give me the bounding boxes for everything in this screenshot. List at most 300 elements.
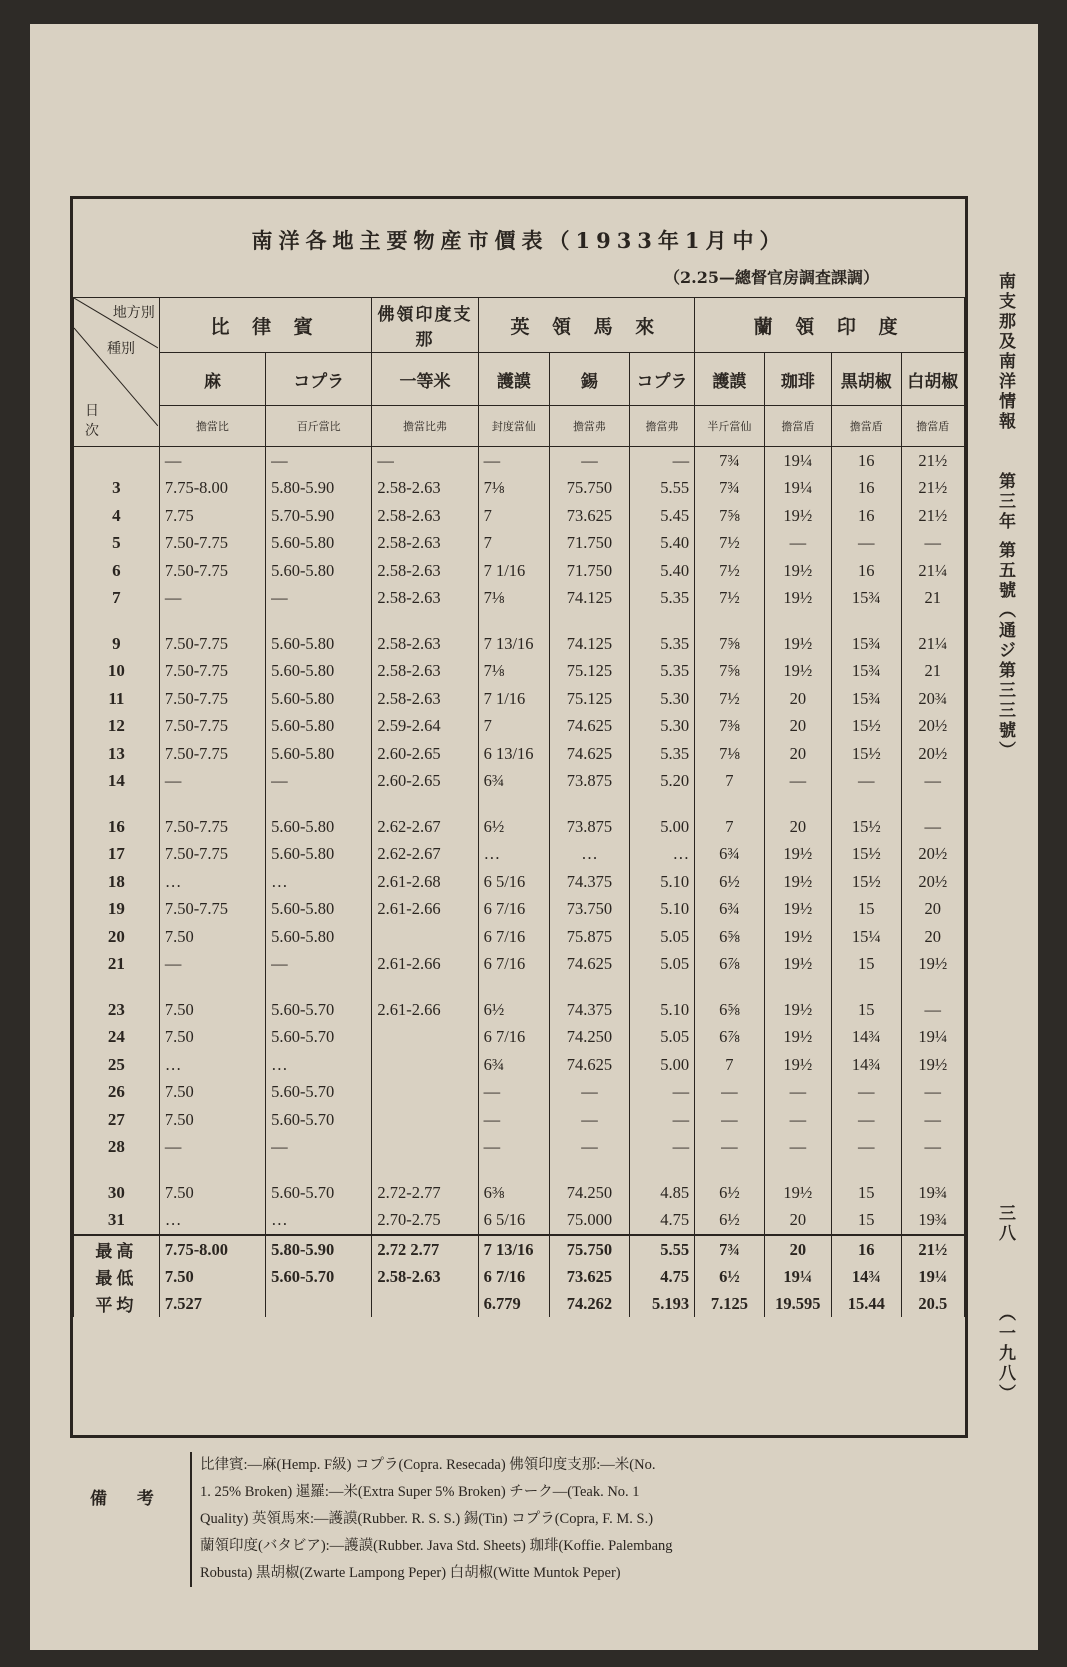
day-cell: 6 bbox=[74, 557, 160, 585]
price-cell: 19½ bbox=[764, 658, 831, 686]
price-cell: 2.58-2.63 bbox=[372, 630, 478, 658]
price-cell: 7.50 bbox=[159, 923, 265, 951]
note-line: Robusta) 黒胡椒(Zwarte Lampong Peper) 白胡椒(Witte Muntok Peper) bbox=[200, 1565, 621, 1581]
price-cell bbox=[372, 1051, 478, 1079]
price-cell: 2.58-2.63 bbox=[372, 502, 478, 530]
price-cell: 19½ bbox=[764, 630, 831, 658]
price-cell bbox=[478, 1161, 550, 1179]
table-row bbox=[74, 996, 965, 1024]
price-cell: 15½ bbox=[832, 841, 901, 869]
price-cell: 7.50-7.75 bbox=[159, 685, 265, 713]
price-cell: — bbox=[266, 1134, 372, 1162]
table-row bbox=[74, 1106, 965, 1134]
price-cell: … bbox=[550, 841, 630, 869]
price-cell: — bbox=[159, 1134, 265, 1162]
table-row bbox=[74, 475, 965, 503]
unit-header: 擔當弗 bbox=[629, 406, 694, 447]
price-cell: 15 bbox=[832, 896, 901, 924]
price-cell bbox=[629, 1161, 694, 1179]
price-cell: — bbox=[478, 447, 550, 475]
price-cell: 19½ bbox=[764, 1179, 831, 1207]
price-cell: 15¾ bbox=[832, 585, 901, 613]
price-cell: — bbox=[695, 1134, 764, 1162]
price-cell bbox=[266, 612, 372, 630]
table-row bbox=[74, 923, 965, 951]
price-cell: — bbox=[764, 1106, 831, 1134]
day-cell: 4 bbox=[74, 502, 160, 530]
price-cell: 7¾ bbox=[695, 475, 764, 503]
price-cell bbox=[372, 1290, 478, 1317]
price-cell: 7.50-7.75 bbox=[159, 630, 265, 658]
price-cell: 2.58-2.63 bbox=[372, 658, 478, 686]
table-row bbox=[74, 1179, 965, 1207]
table-row bbox=[74, 896, 965, 924]
summary-label: 最低 bbox=[74, 1263, 160, 1290]
table-row bbox=[74, 585, 965, 613]
summary-label: 平均 bbox=[74, 1290, 160, 1317]
price-cell bbox=[266, 795, 372, 813]
price-cell: — bbox=[832, 1079, 901, 1107]
price-cell: 5.60-5.70 bbox=[266, 1263, 372, 1290]
price-cell: 75.750 bbox=[550, 475, 630, 503]
price-cell: — bbox=[901, 996, 964, 1024]
note-line: Quality) 英領馬來:—護謨(Rubber. R. S. S.) 錫(Tin) コプラ(Copra, F. M. S.) bbox=[200, 1511, 654, 1527]
table-row bbox=[74, 557, 965, 585]
price-cell: — bbox=[764, 768, 831, 796]
price-cell: 5.35 bbox=[629, 630, 694, 658]
price-cell: 73.750 bbox=[550, 896, 630, 924]
table-row bbox=[74, 1134, 965, 1162]
price-cell bbox=[764, 978, 831, 996]
day-cell: 24 bbox=[74, 1024, 160, 1052]
price-cell: 15¾ bbox=[832, 658, 901, 686]
price-cell bbox=[832, 978, 901, 996]
price-cell: 6⅝ bbox=[695, 996, 764, 1024]
price-cell: 15 bbox=[832, 1207, 901, 1236]
price-cell: 73.625 bbox=[550, 502, 630, 530]
price-cell bbox=[764, 1161, 831, 1179]
commodity-header: 珈琲 bbox=[764, 353, 831, 406]
price-cell: 4.75 bbox=[629, 1263, 694, 1290]
price-cell: 19½ bbox=[764, 996, 831, 1024]
price-cell: 19½ bbox=[764, 1051, 831, 1079]
price-cell bbox=[901, 978, 964, 996]
price-table-frame bbox=[70, 196, 968, 1438]
price-cell: 2.72 2.77 bbox=[372, 1235, 478, 1263]
price-cell: 7½ bbox=[695, 530, 764, 558]
price-cell: 6¾ bbox=[695, 841, 764, 869]
price-cell: 7 bbox=[478, 530, 550, 558]
price-cell: — bbox=[832, 1106, 901, 1134]
price-cell bbox=[901, 1161, 964, 1179]
commodity-header: 一等米 bbox=[372, 353, 478, 406]
table-row bbox=[74, 768, 965, 796]
price-cell bbox=[372, 1024, 478, 1052]
price-cell: 2.59-2.64 bbox=[372, 713, 478, 741]
price-cell: 7 13/16 bbox=[478, 630, 550, 658]
price-cell: 7⅛ bbox=[695, 740, 764, 768]
day-cell: 10 bbox=[74, 658, 160, 686]
day-cell: 30 bbox=[74, 1179, 160, 1207]
journal-title: 南支那及南洋情報 bbox=[995, 272, 1015, 432]
price-cell: — bbox=[478, 1079, 550, 1107]
price-cell: 5.60-5.70 bbox=[266, 1106, 372, 1134]
price-cell: 2.61-2.66 bbox=[372, 951, 478, 979]
price-cell bbox=[478, 612, 550, 630]
price-cell: — bbox=[266, 951, 372, 979]
price-cell: 5.05 bbox=[629, 951, 694, 979]
price-cell bbox=[550, 795, 630, 813]
notes-lines bbox=[190, 1452, 1000, 1587]
price-table bbox=[73, 297, 965, 1317]
price-cell: — bbox=[478, 1134, 550, 1162]
price-cell: 7⅜ bbox=[695, 713, 764, 741]
price-cell: 7.50 bbox=[159, 1079, 265, 1107]
price-cell: 74.375 bbox=[550, 868, 630, 896]
price-cell bbox=[372, 978, 478, 996]
price-cell: 7.50 bbox=[159, 1024, 265, 1052]
price-cell: 7.527 bbox=[159, 1290, 265, 1317]
price-cell: 5.30 bbox=[629, 685, 694, 713]
day-cell: 5 bbox=[74, 530, 160, 558]
table-row bbox=[74, 841, 965, 869]
price-cell: 6 5/16 bbox=[478, 1207, 550, 1236]
price-cell: 7⅛ bbox=[478, 585, 550, 613]
price-cell: 7 13/16 bbox=[478, 1235, 550, 1263]
day-cell: 28 bbox=[74, 1134, 160, 1162]
price-cell: 19½ bbox=[901, 951, 964, 979]
price-cell: 6.779 bbox=[478, 1290, 550, 1317]
price-cell: … bbox=[266, 868, 372, 896]
price-cell: 7 bbox=[695, 768, 764, 796]
price-cell: 19¼ bbox=[764, 475, 831, 503]
price-cell: 5.40 bbox=[629, 530, 694, 558]
price-cell: 74.625 bbox=[550, 713, 630, 741]
day-cell: 20 bbox=[74, 923, 160, 951]
price-cell: 15¾ bbox=[832, 685, 901, 713]
price-cell: 7.50-7.75 bbox=[159, 530, 265, 558]
price-rows bbox=[74, 447, 965, 1236]
price-cell: 7.50 bbox=[159, 996, 265, 1024]
price-cell: … bbox=[478, 841, 550, 869]
table-row bbox=[74, 1024, 965, 1052]
price-cell: 19½ bbox=[764, 923, 831, 951]
table-row bbox=[74, 740, 965, 768]
price-cell: 20½ bbox=[901, 868, 964, 896]
price-cell: 21 bbox=[901, 658, 964, 686]
price-cell bbox=[832, 795, 901, 813]
price-cell: 7½ bbox=[695, 557, 764, 585]
day-cell: 17 bbox=[74, 841, 160, 869]
price-cell: 20 bbox=[764, 1235, 831, 1263]
price-cell: 2.58-2.63 bbox=[372, 475, 478, 503]
day-cell: 11 bbox=[74, 685, 160, 713]
table-row bbox=[74, 1079, 965, 1107]
price-cell: 20.5 bbox=[901, 1290, 964, 1317]
corner-region-label: 地方別 bbox=[112, 305, 155, 321]
price-cell: — bbox=[629, 447, 694, 475]
price-cell: 5.60-5.80 bbox=[266, 923, 372, 951]
price-cell bbox=[901, 795, 964, 813]
price-cell: 19¼ bbox=[764, 447, 831, 475]
table-row bbox=[74, 1207, 965, 1236]
price-cell bbox=[764, 795, 831, 813]
price-cell: 15 bbox=[832, 1179, 901, 1207]
price-cell: 5.00 bbox=[629, 1051, 694, 1079]
price-cell: — bbox=[550, 1106, 630, 1134]
price-cell: 2.60-2.65 bbox=[372, 768, 478, 796]
unit-header: 封度當仙 bbox=[478, 406, 550, 447]
price-cell: 5.45 bbox=[629, 502, 694, 530]
price-cell bbox=[764, 612, 831, 630]
price-cell: 6½ bbox=[478, 813, 550, 841]
note-line: 比律賓:—麻(Hemp. F級) コプラ(Copra. Resecada) 佛領印度支那:—米(No. bbox=[200, 1457, 656, 1473]
price-cell: 21¼ bbox=[901, 630, 964, 658]
note-line: 蘭領印度(バタビア):—護謨(Rubber. Java Std. Sheets) 珈琲(Koffie. Palembang bbox=[200, 1538, 673, 1554]
day-cell bbox=[74, 612, 160, 630]
price-cell: 71.750 bbox=[550, 557, 630, 585]
price-cell: — bbox=[901, 813, 964, 841]
price-cell: — bbox=[695, 1079, 764, 1107]
summary-label: 最高 bbox=[74, 1235, 160, 1263]
price-cell: 19½ bbox=[764, 868, 831, 896]
price-cell: 15 bbox=[832, 951, 901, 979]
price-cell: 20½ bbox=[901, 841, 964, 869]
price-cell: 21 bbox=[901, 585, 964, 613]
issue-label: 第三年 第五號（通ジ第三三號） bbox=[995, 472, 1015, 761]
price-cell: 7 bbox=[478, 713, 550, 741]
price-cell: 20 bbox=[764, 713, 831, 741]
price-cell: 6 7/16 bbox=[478, 923, 550, 951]
price-cell: 4.85 bbox=[629, 1179, 694, 1207]
price-cell: 7.75 bbox=[159, 502, 265, 530]
price-cell: 7.75-8.00 bbox=[159, 475, 265, 503]
price-cell: 6 7/16 bbox=[478, 1024, 550, 1052]
price-cell: — bbox=[901, 768, 964, 796]
price-cell: 7⅛ bbox=[478, 658, 550, 686]
price-cell: 20¾ bbox=[901, 685, 964, 713]
day-cell: 14 bbox=[74, 768, 160, 796]
price-cell: 5.35 bbox=[629, 658, 694, 686]
price-cell: 2.61-2.68 bbox=[372, 868, 478, 896]
price-cell: 5.60-5.80 bbox=[266, 740, 372, 768]
price-cell: 20 bbox=[764, 813, 831, 841]
day-cell: 26 bbox=[74, 1079, 160, 1107]
price-cell: — bbox=[159, 447, 265, 475]
price-cell: — bbox=[901, 530, 964, 558]
price-cell: 74.625 bbox=[550, 740, 630, 768]
price-cell bbox=[695, 612, 764, 630]
price-cell bbox=[550, 1161, 630, 1179]
summary-row bbox=[74, 1290, 965, 1317]
price-cell: 21½ bbox=[901, 1235, 964, 1263]
day-cell: 13 bbox=[74, 740, 160, 768]
page-number: 三八 bbox=[995, 1204, 1015, 1244]
price-cell: 19¼ bbox=[764, 1263, 831, 1290]
price-cell: 16 bbox=[832, 447, 901, 475]
price-cell: 7.50-7.75 bbox=[159, 896, 265, 924]
price-cell: … bbox=[629, 841, 694, 869]
day-cell bbox=[74, 447, 160, 475]
price-cell: 6½ bbox=[695, 1263, 764, 1290]
corner-date-label: 日次 bbox=[85, 403, 99, 439]
price-cell: 16 bbox=[832, 502, 901, 530]
unit-header: 擔當弗 bbox=[550, 406, 630, 447]
price-cell bbox=[629, 612, 694, 630]
price-cell: 7.50-7.75 bbox=[159, 813, 265, 841]
price-cell: — bbox=[372, 447, 478, 475]
price-cell: 2.58-2.63 bbox=[372, 685, 478, 713]
commodity-header: 護謨 bbox=[695, 353, 764, 406]
price-cell: — bbox=[550, 1079, 630, 1107]
price-cell: 5.35 bbox=[629, 740, 694, 768]
commodity-header: 麻 bbox=[159, 353, 265, 406]
price-cell: 7⅛ bbox=[478, 475, 550, 503]
price-cell: 15½ bbox=[832, 868, 901, 896]
price-cell: 6¾ bbox=[695, 896, 764, 924]
table-row bbox=[74, 868, 965, 896]
price-cell bbox=[695, 1161, 764, 1179]
unit-header: 半斤當仙 bbox=[695, 406, 764, 447]
price-cell: 19¾ bbox=[901, 1207, 964, 1236]
price-cell: 2.70-2.75 bbox=[372, 1207, 478, 1236]
region-dutch-indies: 蘭 領 印 度 bbox=[695, 298, 965, 353]
price-cell: 6⅞ bbox=[695, 951, 764, 979]
price-cell: 74.250 bbox=[550, 1024, 630, 1052]
price-cell: … bbox=[266, 1207, 372, 1236]
price-cell: 14¾ bbox=[832, 1263, 901, 1290]
price-cell: 75.125 bbox=[550, 685, 630, 713]
price-cell: 7½ bbox=[695, 585, 764, 613]
price-cell: 74.625 bbox=[550, 1051, 630, 1079]
commodity-header: 錫 bbox=[550, 353, 630, 406]
price-cell: — bbox=[832, 768, 901, 796]
price-cell: 6½ bbox=[695, 1179, 764, 1207]
price-cell: 5.10 bbox=[629, 868, 694, 896]
price-cell: 74.625 bbox=[550, 951, 630, 979]
price-cell: 21½ bbox=[901, 475, 964, 503]
price-cell: 2.58-2.63 bbox=[372, 530, 478, 558]
price-cell: 6 13/16 bbox=[478, 740, 550, 768]
summary-rows bbox=[74, 1235, 965, 1317]
price-cell: … bbox=[266, 1051, 372, 1079]
price-cell: 7 1/16 bbox=[478, 557, 550, 585]
price-cell: 2.62-2.67 bbox=[372, 813, 478, 841]
price-cell: — bbox=[901, 1106, 964, 1134]
table-row bbox=[74, 530, 965, 558]
price-cell: 2.62-2.67 bbox=[372, 841, 478, 869]
table-row bbox=[74, 630, 965, 658]
price-cell: 5.55 bbox=[629, 475, 694, 503]
table-row bbox=[74, 813, 965, 841]
price-cell: — bbox=[159, 768, 265, 796]
price-cell: 7 bbox=[695, 813, 764, 841]
price-cell: 75.125 bbox=[550, 658, 630, 686]
table-title: 南洋各地主要物産市價表（1933年1月中） bbox=[251, 228, 787, 253]
price-cell: 2.72-2.77 bbox=[372, 1179, 478, 1207]
price-cell bbox=[266, 1290, 372, 1317]
price-cell: 19½ bbox=[901, 1051, 964, 1079]
price-cell: 5.60-5.80 bbox=[266, 896, 372, 924]
price-cell: 6 7/16 bbox=[478, 896, 550, 924]
commodity-header: 黒胡椒 bbox=[832, 353, 901, 406]
price-cell: — bbox=[629, 1106, 694, 1134]
price-cell: 15 bbox=[832, 996, 901, 1024]
price-cell: 19¼ bbox=[901, 1024, 964, 1052]
summary-row bbox=[74, 1235, 965, 1263]
price-cell: 7½ bbox=[695, 685, 764, 713]
price-cell: 7.125 bbox=[695, 1290, 764, 1317]
price-cell: 20 bbox=[764, 685, 831, 713]
price-cell: — bbox=[832, 530, 901, 558]
commodity-header: 護謨 bbox=[478, 353, 550, 406]
price-cell: 5.05 bbox=[629, 923, 694, 951]
price-cell bbox=[629, 795, 694, 813]
price-cell: 74.375 bbox=[550, 996, 630, 1024]
table-row bbox=[74, 612, 965, 630]
price-cell: 6½ bbox=[695, 868, 764, 896]
price-cell: 5.60-5.80 bbox=[266, 557, 372, 585]
price-cell bbox=[372, 795, 478, 813]
price-cell: — bbox=[901, 1134, 964, 1162]
price-cell: 6⅝ bbox=[695, 923, 764, 951]
price-cell: 19.595 bbox=[764, 1290, 831, 1317]
price-cell: 19½ bbox=[764, 585, 831, 613]
day-cell bbox=[74, 1161, 160, 1179]
price-cell: — bbox=[695, 1106, 764, 1134]
unit-header: 擔當比 bbox=[159, 406, 265, 447]
price-cell bbox=[159, 1161, 265, 1179]
price-cell: 7.50 bbox=[159, 1263, 265, 1290]
region-indochina: 佛領印度支那 bbox=[372, 298, 478, 353]
price-cell: 74.250 bbox=[550, 1179, 630, 1207]
price-cell: 7.50-7.75 bbox=[159, 658, 265, 686]
price-cell: — bbox=[266, 768, 372, 796]
price-cell: 5.70-5.90 bbox=[266, 502, 372, 530]
price-cell: 19¼ bbox=[901, 1263, 964, 1290]
corner-header bbox=[74, 298, 160, 447]
price-cell: … bbox=[159, 868, 265, 896]
price-cell bbox=[159, 978, 265, 996]
day-cell: 18 bbox=[74, 868, 160, 896]
price-cell: 15½ bbox=[832, 813, 901, 841]
price-cell: 6⅜ bbox=[478, 1179, 550, 1207]
table-row bbox=[74, 1161, 965, 1179]
day-cell: 23 bbox=[74, 996, 160, 1024]
price-cell: 16 bbox=[832, 1235, 901, 1263]
price-cell: 5.10 bbox=[629, 896, 694, 924]
price-cell: 16 bbox=[832, 475, 901, 503]
price-cell: 5.60-5.80 bbox=[266, 813, 372, 841]
price-cell: 20 bbox=[901, 923, 964, 951]
region-philippines: 比 律 賓 bbox=[159, 298, 372, 353]
price-cell bbox=[832, 1161, 901, 1179]
price-cell: 19½ bbox=[764, 896, 831, 924]
price-cell: 6 5/16 bbox=[478, 868, 550, 896]
price-cell: 5.80-5.90 bbox=[266, 1235, 372, 1263]
price-cell bbox=[832, 612, 901, 630]
day-cell bbox=[74, 795, 160, 813]
price-cell: 5.35 bbox=[629, 585, 694, 613]
price-cell: 15¼ bbox=[832, 923, 901, 951]
price-cell: — bbox=[550, 1134, 630, 1162]
price-cell: 6⅞ bbox=[695, 1024, 764, 1052]
price-cell: 5.30 bbox=[629, 713, 694, 741]
table-row bbox=[74, 1051, 965, 1079]
price-cell bbox=[901, 612, 964, 630]
price-cell: 7 bbox=[478, 502, 550, 530]
price-cell: 7.75-8.00 bbox=[159, 1235, 265, 1263]
